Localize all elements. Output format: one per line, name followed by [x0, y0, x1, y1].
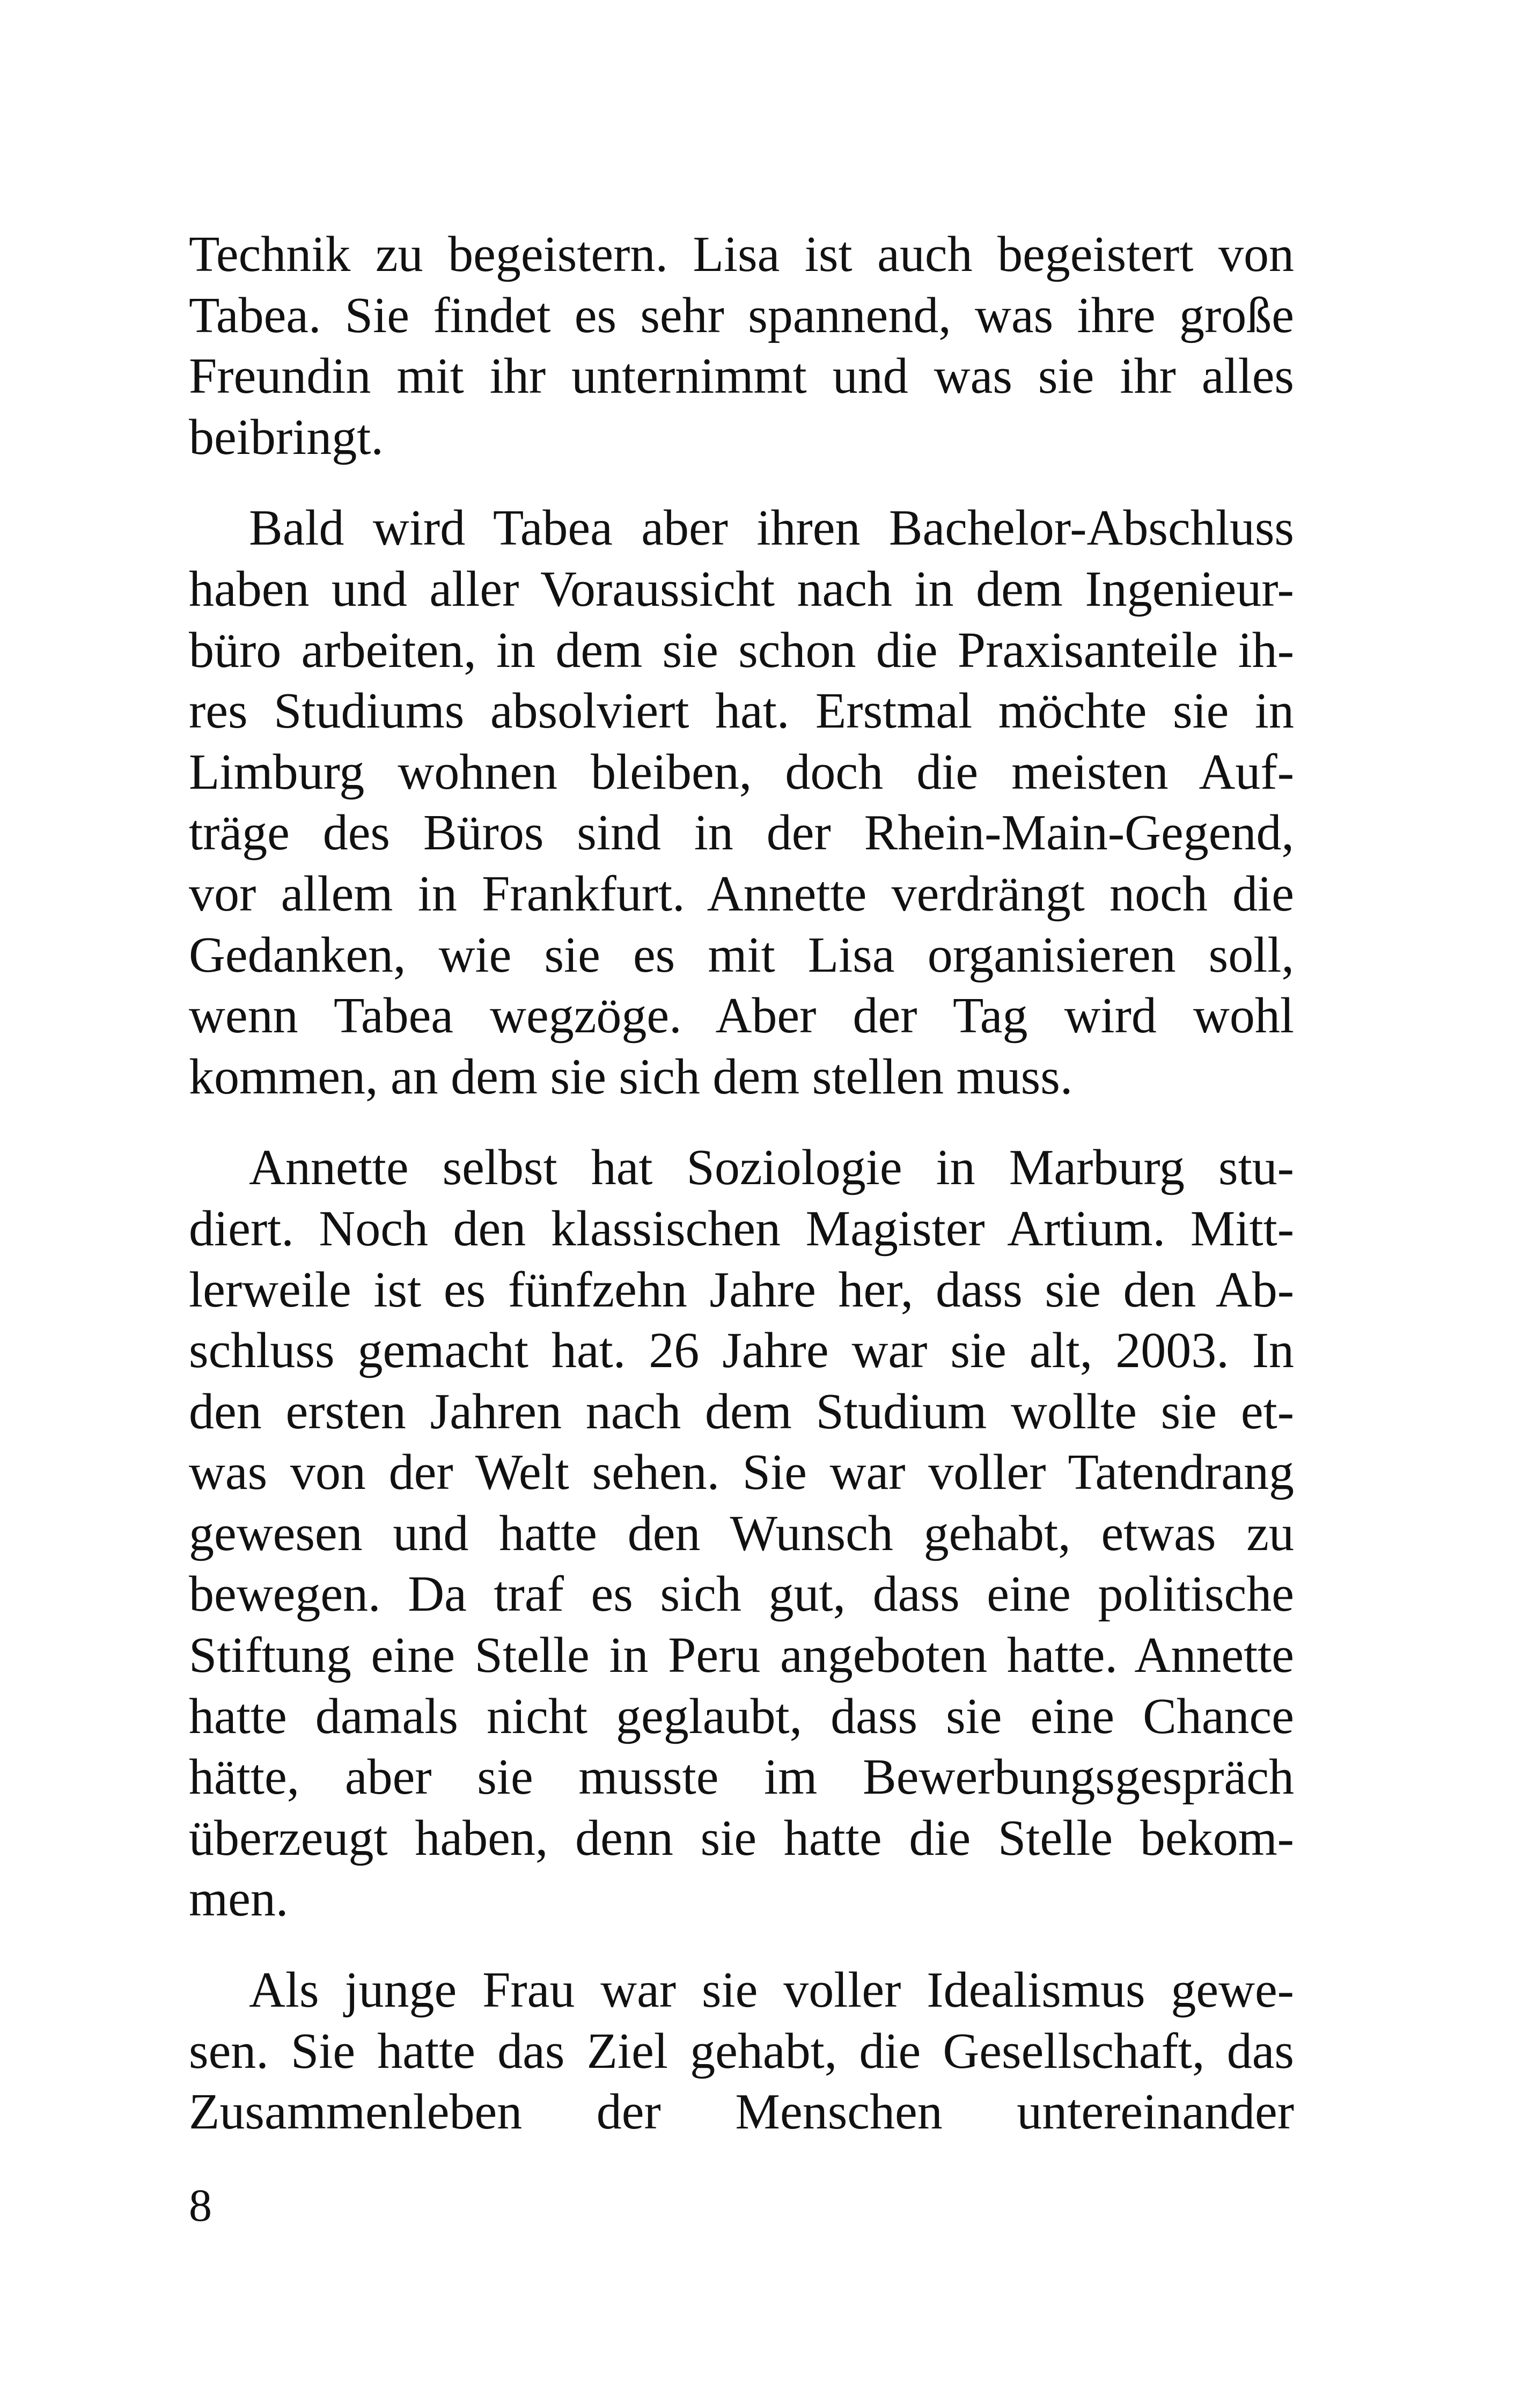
text-line: schluss gemacht hat. 26 Jahre war sie alt, 2003. In — [189, 1323, 1294, 1379]
text-line: überzeugt haben, denn sie hatte die Stelle bekom- — [189, 1810, 1294, 1866]
text-line: hatte damals nicht geglaubt, dass sie eine Chance — [189, 1688, 1294, 1744]
paragraph — [189, 1960, 1294, 2143]
text-line: Gedanken, wie sie es mit Lisa organisieren soll, — [189, 927, 1294, 983]
text-line: Annette selbst hat Soziologie in Marburg stu- — [249, 1140, 1294, 1196]
text-line: büro arbeiten, in dem sie schon die Praxisanteile ih- — [189, 622, 1294, 678]
text-line: Limburg wohnen bleiben, doch die meisten Auf- — [189, 744, 1294, 800]
body-text — [189, 224, 1294, 2143]
text-line: wenn Tabea wegzöge. Aber der Tag wird wohl — [189, 988, 1294, 1044]
text-line: res Studiums absolviert hat. Erstmal möchte sie in — [189, 683, 1294, 739]
text-line: beibringt. — [189, 409, 384, 465]
text-line: Als junge Frau war sie voller Idealismus gewe- — [249, 1962, 1294, 2018]
text-line: kommen, an dem sie sich dem stellen muss. — [189, 1048, 1073, 1105]
text-line: Tabea. Sie findet es sehr spannend, was ihre große — [189, 287, 1294, 343]
text-line: diert. Noch den klassischen Magister Artium. Mitt- — [189, 1200, 1294, 1257]
paragraph — [189, 498, 1294, 1107]
text-line: vor allem in Frankfurt. Annette verdrängt noch die — [189, 865, 1294, 922]
text-line: haben und aller Voraussicht nach in dem Ingenieur- — [189, 561, 1294, 617]
paragraph — [189, 224, 1294, 468]
text-line: den ersten Jahren nach dem Studium wollte sie et- — [189, 1383, 1294, 1440]
text-line: men. — [189, 1871, 289, 1927]
text-line: bewegen. Da traf es sich gut, dass eine politische — [189, 1566, 1294, 1623]
text-line: träge des Büros sind in der Rhein-Main-Gegend, — [189, 805, 1294, 861]
text-line: gewesen und hatte den Wunsch gehabt, etwas zu — [189, 1505, 1294, 1561]
text-line: Technik zu begeistern. Lisa ist auch begeistert von — [189, 226, 1294, 282]
text-line: was von der Welt sehen. Sie war voller Tatendrang — [189, 1444, 1294, 1501]
text-line: Stiftung eine Stelle in Peru angeboten hatte. Annette — [189, 1627, 1294, 1684]
text-line: lerweile ist es fünfzehn Jahre her, dass sie den Ab- — [189, 1261, 1294, 1318]
paragraph — [189, 1137, 1294, 1930]
text-line: hätte, aber sie musste im Bewerbungsgespräch — [189, 1749, 1294, 1805]
text-line: sen. Sie hatte das Ziel gehabt, die Gesellschaft, das — [189, 2023, 1294, 2079]
text-line: Bald wird Tabea aber ihren Bachelor-Abschluss — [249, 500, 1294, 556]
text-line: Freundin mit ihr unternimmt und was sie ihr alles — [189, 348, 1294, 405]
page-number: 8 — [189, 2179, 212, 2231]
text-line: Zusammenleben der Menschen untereinander — [189, 2084, 1294, 2140]
